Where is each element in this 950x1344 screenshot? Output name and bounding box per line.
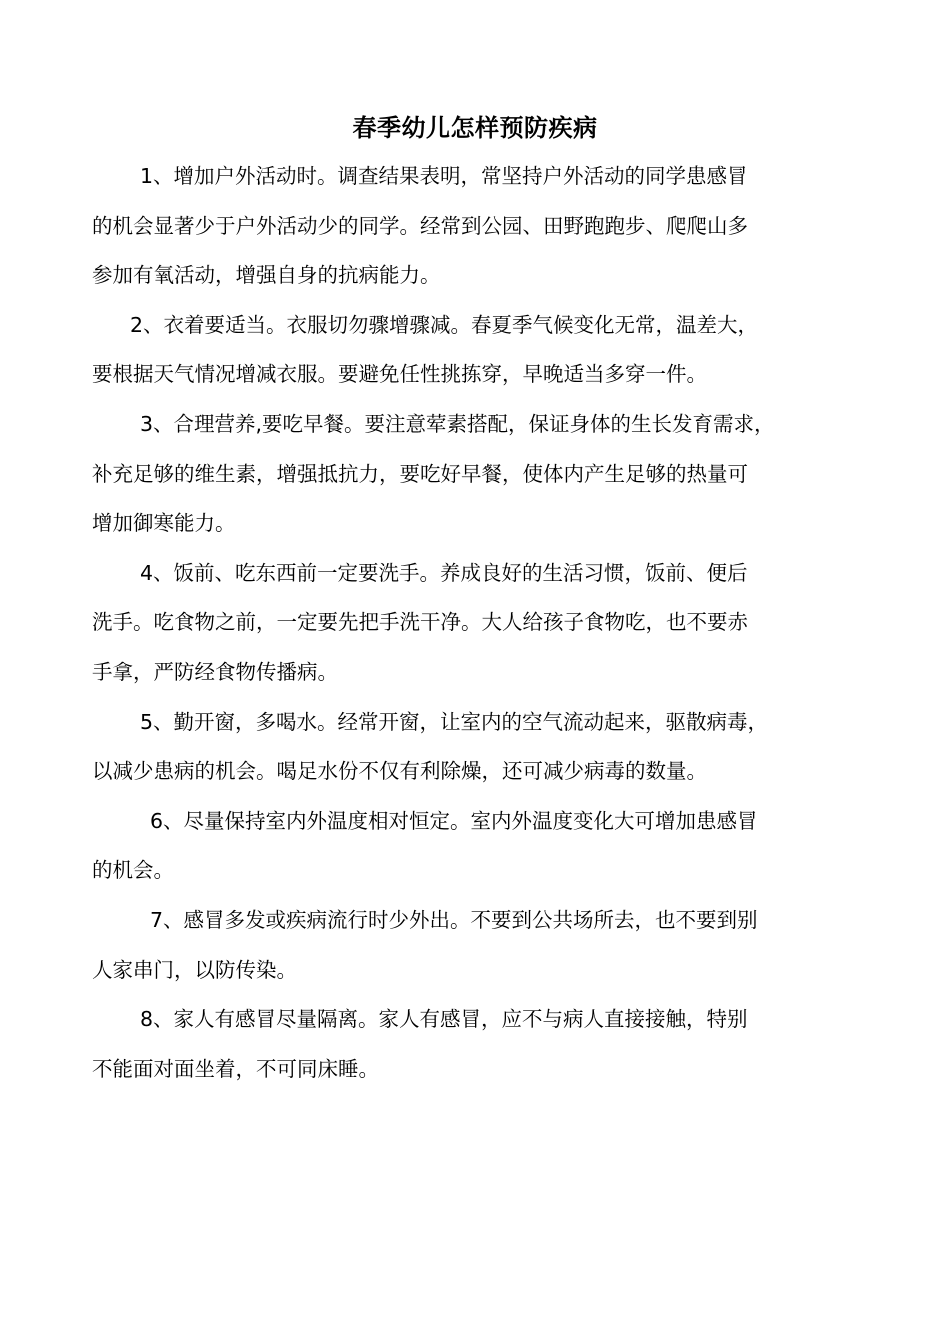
paragraph-4: [92, 549, 882, 698]
paragraph-2: [92, 301, 882, 400]
paragraph-line: 要根据天气情况增减衣服。要避免任性挑拣穿，早晚适当多穿一件。: [92, 362, 707, 387]
paragraph-line: 手拿，严防经食物传播病。: [92, 659, 338, 684]
paragraph-line: 5、勤开窗，多喝水。经常开窗，让室内的空气流动起来，驱散病毒，: [140, 709, 769, 734]
paragraph-line: 3、合理营养,要吃早餐。要注意荤素搭配，保证身体的生长发育需求，: [140, 411, 775, 436]
document-body: [92, 152, 882, 1094]
paragraph-1: [92, 152, 882, 301]
paragraph-line: 不能面对面坐着，不可同床睡。: [92, 1056, 379, 1081]
paragraph-line: 以减少患病的机会。喝足水份不仅有利除燥，还可减少病毒的数量。: [92, 759, 707, 784]
paragraph-8: [92, 995, 882, 1094]
paragraph-line: 洗手。吃食物之前，一定要先把手洗干净。大人给孩子食物吃，也不要赤: [92, 610, 748, 635]
paragraph-line: 的机会。: [92, 858, 174, 883]
paragraph-line: 的机会显著少于户外活动少的同学。经常到公园、田野跑跑步、爬爬山多: [92, 213, 748, 238]
paragraph-line: 补充足够的维生素，增强抵抗力，要吃好早餐，使体内产生足够的热量可: [92, 461, 748, 486]
paragraph-7: [92, 896, 882, 995]
paragraph-line: 增加御寒能力。: [92, 511, 236, 536]
paragraph-3: [92, 400, 882, 549]
paragraph-line: 8、家人有感冒尽量隔离。家人有感冒，应不与病人直接接触，特别: [140, 1007, 748, 1032]
document-title: 春季幼儿怎样预防疾病: [352, 114, 598, 142]
paragraph-line: 4、饭前、吃东西前一定要洗手。养成良好的生活习惯，饭前、便后: [140, 560, 748, 585]
paragraph-5: [92, 698, 882, 797]
paragraph-6: [92, 797, 882, 896]
paragraph-line: 6、尽量保持室内外温度相对恒定。室内外温度变化大可增加患感冒: [150, 808, 758, 833]
paragraph-line: 人家串门，以防传染。: [92, 957, 297, 982]
paragraph-line: 参加有氧活动，增强自身的抗病能力。: [92, 263, 441, 288]
paragraph-line: 7、感冒多发或疾病流行时少外出。不要到公共场所去，也不要到别: [150, 907, 758, 932]
paragraph-line: 1、增加户外活动时。调查结果表明，常坚持户外活动的同学患感冒: [140, 164, 748, 188]
paragraph-line: 2、衣着要适当。衣服切勿骤增骤减。春夏季气候变化无常，温差大，: [130, 312, 759, 337]
